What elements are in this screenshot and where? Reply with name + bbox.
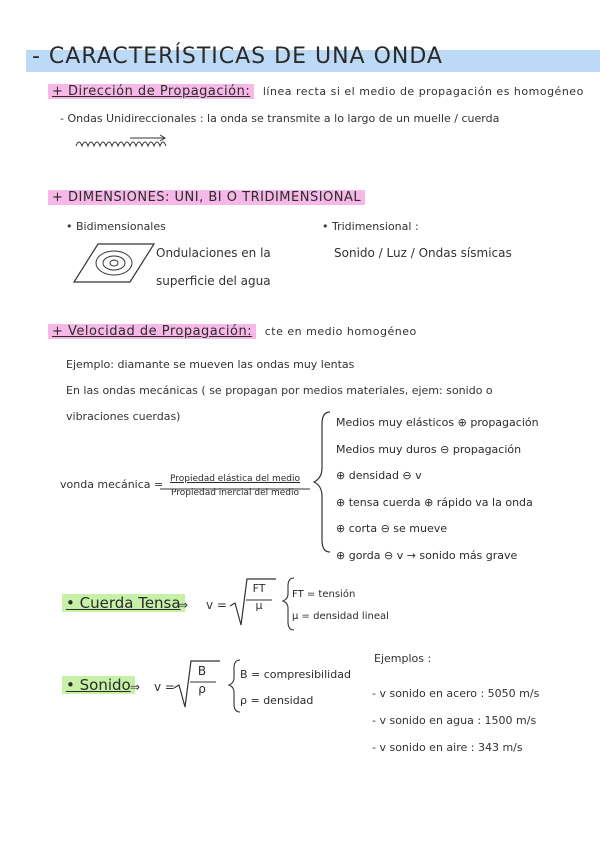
- ripple-icon: [96, 251, 132, 275]
- cuerda-den: μ: [255, 599, 263, 612]
- ejemplo-item: - v sonido en acero : 5050 m/s: [372, 687, 540, 700]
- spring-icon: [76, 142, 166, 146]
- s2-bi-desc2: superficie del agua: [156, 274, 271, 288]
- cuerda-label: • Cuerda Tensa: [62, 594, 185, 612]
- sonido-def1: B = compresibilidad: [240, 668, 351, 681]
- s2-heading: + DIMENSIONES: UNI, BI O TRIDIMENSIONAL: [48, 190, 365, 205]
- brace-icon: [314, 412, 330, 552]
- s3-heading-text: cte en medio homogéneo: [264, 325, 417, 338]
- ripple-icon: [103, 256, 125, 270]
- s2-bi-label: • Bidimensionales: [66, 220, 166, 233]
- cuerda-num: FT: [252, 582, 266, 595]
- brace-item: ⊕ tensa cuerda ⊕ rápido va la onda: [336, 495, 533, 509]
- s1-heading: + Dirección de Propagación:: [48, 84, 254, 99]
- brace-item: ⊕ gorda ⊖ v → sonido más grave: [336, 548, 518, 562]
- brace-icon: [229, 660, 240, 712]
- s2-tri-label: • Tridimensional :: [322, 220, 419, 233]
- s3-mech2: vibraciones cuerdas): [66, 410, 181, 423]
- s3-frac-den: Propiedad inercial del medio: [170, 488, 300, 498]
- s3-frac-num: Propiedad elástica del medio: [169, 474, 301, 484]
- water-surface-icon: [74, 244, 154, 282]
- sqrt-icon: [230, 579, 276, 625]
- sonido-den: ρ: [198, 682, 206, 696]
- s2-tri-desc: Sonido / Luz / Ondas sísmicas: [334, 246, 512, 260]
- s1-line: - Ondas Unidireccionales : la onda se transmite a lo largo de un muelle / cuerda: [60, 112, 500, 125]
- sqrt-icon: [174, 661, 220, 707]
- brace-item: Medios muy duros ⊖ propagación: [336, 442, 522, 456]
- s3-v-label: vonda mecánica =: [60, 478, 164, 491]
- ripple-icon: [110, 260, 118, 266]
- cuerda-def2: μ = densidad lineal: [292, 611, 389, 622]
- s3-mech1: En las ondas mecánicas ( se propagan por medios materiales, ejem: sonido o: [66, 384, 493, 397]
- brace-item: ⊕ corta ⊖ se mueve: [336, 522, 448, 535]
- page-title: - CARACTERÍSTICAS DE UNA ONDA: [32, 44, 443, 69]
- s3-heading: + Velocidad de Propagación:: [48, 324, 256, 339]
- ejemplos-title: Ejemplos :: [374, 652, 432, 665]
- sonido-v: v =: [154, 680, 175, 694]
- sonido-def2: ρ = densidad: [240, 694, 314, 707]
- s2-bi-desc1: Ondulaciones en la: [156, 246, 271, 260]
- arrow-icon: [130, 135, 165, 141]
- sonido-label: • Sonido: [62, 676, 135, 694]
- sonido-num: B: [197, 664, 207, 678]
- ejemplo-item: - v sonido en agua : 1500 m/s: [372, 714, 537, 727]
- cuerda-def1: FT = tensión: [292, 589, 356, 600]
- ejemplo-item: - v sonido en aire : 343 m/s: [372, 741, 523, 754]
- cuerda-v: v =: [206, 598, 227, 612]
- brace-icon: [283, 578, 294, 630]
- sonido-arrow: ⇒: [130, 680, 141, 694]
- s1-heading-text: línea recta si el medio de propagación es homogéneo: [262, 85, 584, 98]
- brace-item: ⊕ densidad ⊖ v: [336, 469, 422, 482]
- s3-example: Ejemplo: diamante se mueven las ondas muy lentas: [66, 358, 355, 371]
- cuerda-arrow: ⇒: [178, 598, 189, 612]
- brace-item: Medios muy elásticos ⊕ propagación: [336, 416, 539, 429]
